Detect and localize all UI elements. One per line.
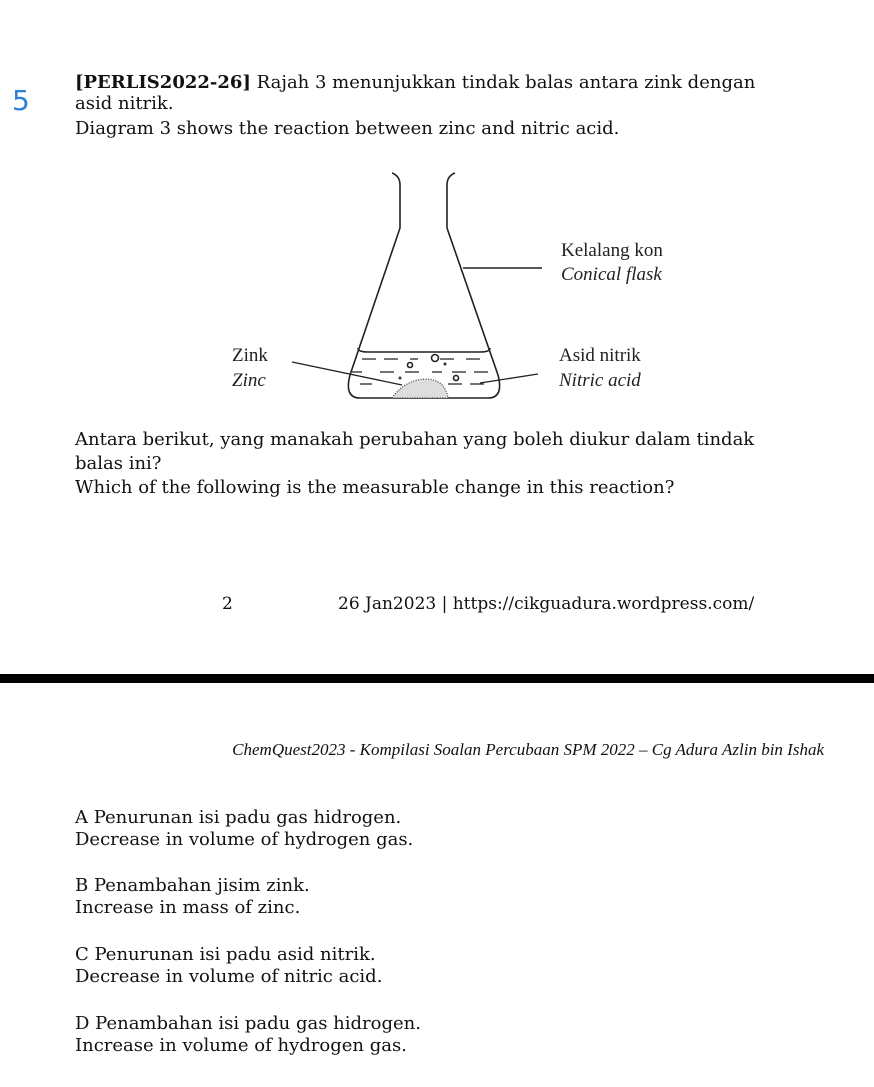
question-tag: [PERLIS2022-26] xyxy=(75,72,251,93)
prompt-english: Which of the following is the measurable change in this reaction? xyxy=(75,477,675,498)
option-c-en: Decrease in volume of nitric acid. xyxy=(75,966,383,987)
zinc-label-en: Zinc xyxy=(232,370,266,391)
page-number: 2 xyxy=(222,594,233,614)
option-d-en: Increase in volume of hydrogen gas. xyxy=(75,1035,407,1056)
flask-label-ms: Kelalang kon xyxy=(561,240,663,261)
zinc-piece xyxy=(392,379,448,398)
question-malay-line2: asid nitrik. xyxy=(75,93,174,114)
option-b-en: Increase in mass of zinc. xyxy=(75,897,301,918)
question-english: Diagram 3 shows the reaction between zinc and nitric acid. xyxy=(75,118,620,139)
option-c-ms: C Penurunan isi padu asid nitrik. xyxy=(75,944,376,965)
flask-outline xyxy=(348,173,499,398)
footer-info: 26 Jan2023 | https://cikguadura.wordpress.com/ xyxy=(338,594,755,614)
flask-label-en: Conical flask xyxy=(561,264,662,285)
page-divider xyxy=(0,674,874,683)
question-malay-text: Rajah 3 menunjukkan tindak balas antara zink dengan xyxy=(250,72,756,93)
option-b-ms: B Penambahan jisim zink. xyxy=(75,875,310,896)
option-d-ms: D Penambahan isi padu gas hidrogen. xyxy=(75,1013,421,1034)
acid-label-ms: Asid nitrik xyxy=(559,345,641,366)
prompt-malay-line2: balas ini? xyxy=(75,453,162,474)
prompt-malay-line1: Antara berikut, yang manakah perubahan yang boleh diukur dalam tindak xyxy=(75,429,755,450)
liquid-surface xyxy=(358,348,490,352)
acid-pointer xyxy=(480,374,538,383)
question-number: 5 xyxy=(12,84,30,117)
conical-flask-diagram xyxy=(0,0,874,420)
option-a-ms: A Penurunan isi padu gas hidrogen. xyxy=(75,807,402,828)
acid-label-en: Nitric acid xyxy=(559,370,641,391)
option-a-en: Decrease in volume of hydrogen gas. xyxy=(75,829,414,850)
page-header: ChemQuest2023 - Kompilasi Soalan Percubaan SPM 2022 – Cg Adura Azlin bin Ishak xyxy=(232,740,824,759)
zinc-pointer xyxy=(292,362,402,385)
zinc-label-ms: Zink xyxy=(232,345,268,366)
